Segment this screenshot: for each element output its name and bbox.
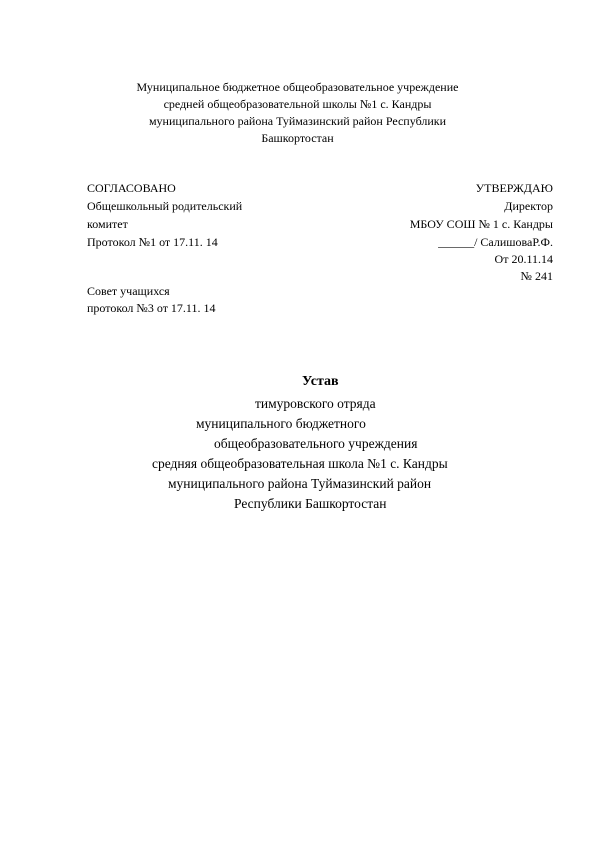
agreed-line-3: комитет xyxy=(87,217,128,231)
council-protocol: протокол №3 от 17.11. 14 xyxy=(87,301,216,315)
header-line-4: Башкортостан xyxy=(261,131,334,145)
approved-signature: ______/ СалишоваР.Ф. xyxy=(438,235,553,249)
agreed-protocol: Протокол №1 от 17.11. 14 xyxy=(87,235,218,249)
charter-title: Устав xyxy=(302,374,339,389)
charter-line-6: Республики Башкортостан xyxy=(234,496,387,511)
approved-heading: УТВЕРЖДАЮ xyxy=(475,181,553,195)
charter-line-2: муниципального бюджетного xyxy=(196,416,366,431)
charter-line-4: средняя общеобразовательная школа №1 с. Кандры xyxy=(152,456,448,471)
header-line-2: средней общеобразовательной школы №1 с. Кандры xyxy=(163,97,432,111)
agreed-heading: СОГЛАСОВАНО xyxy=(87,181,176,195)
approved-order-number: № 241 xyxy=(520,269,553,283)
agreed-line-2: Общешкольный родительский xyxy=(87,199,243,213)
council-heading: Совет учащихся xyxy=(87,284,170,298)
approved-date: От 20.11.14 xyxy=(494,252,553,266)
header-line-1: Муниципальное бюджетное общеобразовательное учреждение xyxy=(136,80,459,94)
approved-school: МБОУ СОШ № 1 с. Кандры xyxy=(409,217,553,231)
charter-line-1: тимуровского отряда xyxy=(255,396,376,411)
charter-line-5: муниципального района Туймазинский район xyxy=(168,476,432,491)
header-line-3: муниципального района Туймазинский район Республики xyxy=(148,114,447,128)
charter-line-3: общеобразовательного учреждения xyxy=(214,436,418,451)
approved-position: Директор xyxy=(504,199,553,213)
